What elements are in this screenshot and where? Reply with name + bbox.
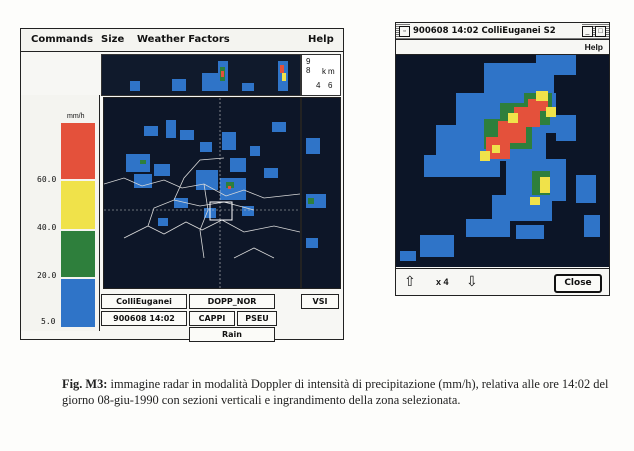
product-button[interactable]: DOPP_NOR — [189, 294, 275, 309]
vertical-section-top-image — [102, 55, 300, 95]
close-button[interactable]: Close — [554, 274, 602, 293]
close-box-icon[interactable]: ▫ — [399, 26, 410, 37]
zoom-level: x 4 — [436, 277, 449, 287]
vertical-section-side[interactable] — [301, 97, 341, 289]
zoom-out-arrow-icon[interactable]: ⇩ — [466, 273, 478, 289]
zoom-window-title: 900608 14:02 ColliEuganei S2 — [410, 24, 582, 38]
legend-label-60: 60.0 — [37, 175, 57, 184]
pseu-button[interactable]: PSEU — [237, 311, 277, 326]
zoom-help-menu[interactable]: Help — [584, 42, 603, 52]
zoom-menu-bar — [396, 40, 609, 55]
menu-bar — [21, 29, 343, 52]
site-button[interactable]: ColliEuganei — [101, 294, 187, 309]
legend-yellow — [61, 181, 95, 229]
legend-label-40: 40.0 — [37, 223, 57, 232]
menu-help[interactable]: Help — [308, 34, 334, 45]
menu-size[interactable]: Size — [101, 34, 125, 45]
menu-weather-factors[interactable]: Weather Factors — [137, 34, 230, 45]
radar-map[interactable] — [103, 97, 301, 289]
legend-unit: mm/h — [67, 113, 85, 120]
legend-red — [61, 123, 95, 179]
vertical-section-top[interactable] — [101, 54, 301, 96]
cappi-button[interactable]: CAPPI — [189, 311, 235, 326]
scale-n4: 4 — [316, 81, 321, 90]
zoom-in-arrow-icon[interactable]: ⇧ — [404, 273, 416, 289]
radar-main-window — [20, 28, 344, 340]
vertical-section-side-image — [302, 98, 340, 288]
menu-commands[interactable]: Commands — [31, 34, 94, 45]
legend-label-20: 20.0 — [37, 271, 57, 280]
zoom-box-icon[interactable]: □ — [595, 26, 606, 37]
caption-text: immagine radar in modalità Doppler di intensità di precipitazione (mm/h), relativa alle ore 14:02 del giorno 08-giu-1990 con sezioni verticali e ingrandimento della zona selezionata. — [62, 377, 609, 407]
minimize-icon[interactable]: _ — [582, 26, 593, 37]
rain-button[interactable]: Rain — [189, 327, 275, 342]
vsi-button[interactable]: VSI — [301, 294, 339, 309]
scale-m: m — [328, 67, 335, 76]
scale-k: k — [322, 67, 326, 76]
scale-n6: 6 — [328, 81, 333, 90]
intensity-legend — [21, 95, 100, 331]
scale-n8: 8 — [306, 66, 311, 75]
zoomed-radar-view[interactable] — [396, 55, 609, 267]
zoom-control-bar — [396, 268, 609, 296]
height-scale — [301, 54, 341, 96]
zoomed-radar-image — [396, 55, 609, 267]
zoom-window — [395, 22, 610, 296]
timestamp-button[interactable]: 900608 14:02 — [101, 311, 187, 326]
legend-green — [61, 231, 95, 277]
caption-label: Fig. M3: — [62, 377, 108, 391]
legend-blue — [61, 279, 95, 327]
scale-n9: 9 — [306, 57, 311, 66]
zoom-title-bar[interactable] — [396, 23, 609, 40]
radar-map-image — [104, 98, 300, 288]
legend-label-5: 5.0 — [41, 317, 56, 326]
figure-caption — [62, 376, 622, 408]
